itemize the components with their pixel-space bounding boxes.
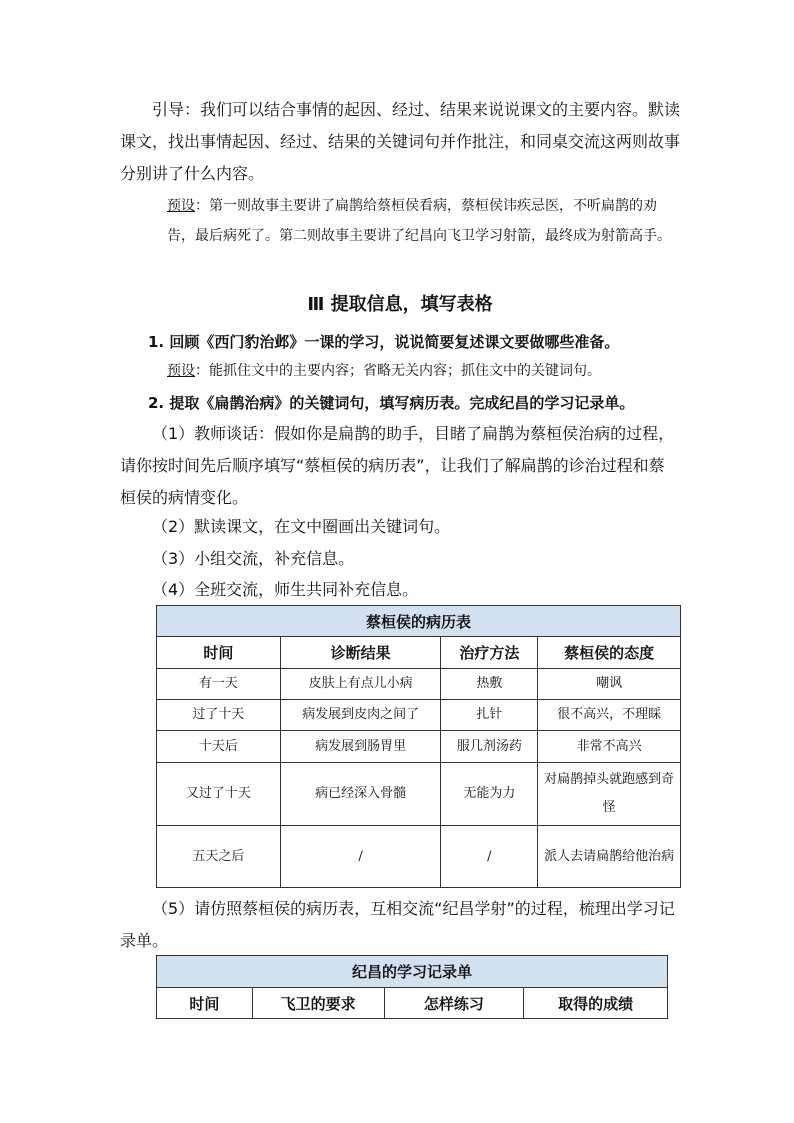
column-header: 蔡桓侯的态度 xyxy=(538,637,681,669)
table-cell: 有一天 xyxy=(157,669,281,700)
preset-answer-1 xyxy=(167,191,682,251)
column-header: 时间 xyxy=(157,988,253,1019)
table-cell: 热敷 xyxy=(441,669,538,700)
column-header: 治疗方法 xyxy=(441,637,538,669)
table-cell: 对扁鹊掉头就跑感到奇怪 xyxy=(538,763,681,826)
step-4: （4）全班交流，师生共同补充信息。 xyxy=(152,580,419,599)
table-row xyxy=(157,731,681,763)
table-cell: 皮肤上有点儿小病 xyxy=(280,669,441,700)
table-cell: / xyxy=(280,826,441,888)
column-header: 取得的成绩 xyxy=(524,988,668,1019)
preset-text: ：能抓住文中的主要内容；省略无关内容；抓住文中的关键词句。 xyxy=(195,363,601,379)
question-1: 1. 回顾《西门豹治邺》一课的学习，说说简要复述课文要做哪些准备。 xyxy=(148,333,620,351)
learning-record-table xyxy=(156,955,668,1019)
table-cell: / xyxy=(441,826,538,888)
table-row xyxy=(157,763,681,826)
section-heading: Ⅲ 提取信息，填写表格 xyxy=(307,294,493,315)
table-cell: 又过了十天 xyxy=(157,763,281,826)
table-row xyxy=(157,700,681,731)
table-cell: 扎针 xyxy=(441,700,538,731)
table-cell: 五天之后 xyxy=(157,826,281,888)
preset-tag: 预设 xyxy=(167,198,195,214)
table-cell: 病发展到肠胃里 xyxy=(280,731,441,763)
table-cell: 非常不高兴 xyxy=(538,731,681,763)
table-cell: 病发展到皮肉之间了 xyxy=(280,700,441,731)
medical-record-table xyxy=(156,605,681,888)
column-header: 时间 xyxy=(157,637,281,669)
question-2: 2. 提取《扁鹊治病》的关键词句，填写病历表。完成纪昌的学习记录单。 xyxy=(148,394,635,412)
table-row xyxy=(157,826,681,888)
step-1: （1）教师谈话：假如你是扁鹊的助手，目睹了扁鹊为蔡桓侯治病的过程，请你按时间先后顺序填写“蔡桓侯的病历表”，让我们了解扁鹊的诊治过程和蔡桓侯的病情变化。 xyxy=(120,424,675,507)
table-title: 蔡桓侯的病历表 xyxy=(157,606,681,637)
table-cell: 服几剂汤药 xyxy=(441,731,538,763)
table-cell: 病已经深入骨髓 xyxy=(280,763,441,826)
preset-tag: 预设 xyxy=(167,363,195,379)
preset-answer-2 xyxy=(167,356,682,386)
column-header: 诊断结果 xyxy=(280,637,441,669)
preset-text: ：第一则故事主要讲了扁鹊给蔡桓侯看病，蔡桓侯讳疾忌医，不听扁鹊的劝告，最后病死了。第二则故事主要讲了纪昌向飞卫学习射箭，最终成为射箭高手。 xyxy=(167,198,671,244)
table-cell: 派人去请扁鹊给他治病 xyxy=(538,826,681,888)
step-3: （3）小组交流，补充信息。 xyxy=(152,549,355,568)
table-cell: 无能为力 xyxy=(441,763,538,826)
table-title: 纪昌的学习记录单 xyxy=(157,956,668,988)
column-header: 飞卫的要求 xyxy=(252,988,384,1019)
table-cell: 很不高兴，不理睬 xyxy=(538,700,681,731)
table-row xyxy=(157,669,681,700)
step-5: （5）请仿照蔡桓侯的病历表，互相交流“纪昌学射”的过程，梳理出学习记录单。 xyxy=(120,899,675,950)
table-cell: 十天后 xyxy=(157,731,281,763)
step-2: （2）默读课文，在文中圈画出关键词句。 xyxy=(152,517,451,536)
table-cell: 过了十天 xyxy=(157,700,281,731)
table-cell: 嘲讽 xyxy=(538,669,681,700)
column-header: 怎样练习 xyxy=(384,988,524,1019)
intro-paragraph: 引导：我们可以结合事情的起因、经过、结果来说说课文的主要内容。默读课文，找出事情起因、经过、结果的关键词句并作批注，和同桌交流这两则故事分别讲了什么内容。 xyxy=(120,100,681,183)
